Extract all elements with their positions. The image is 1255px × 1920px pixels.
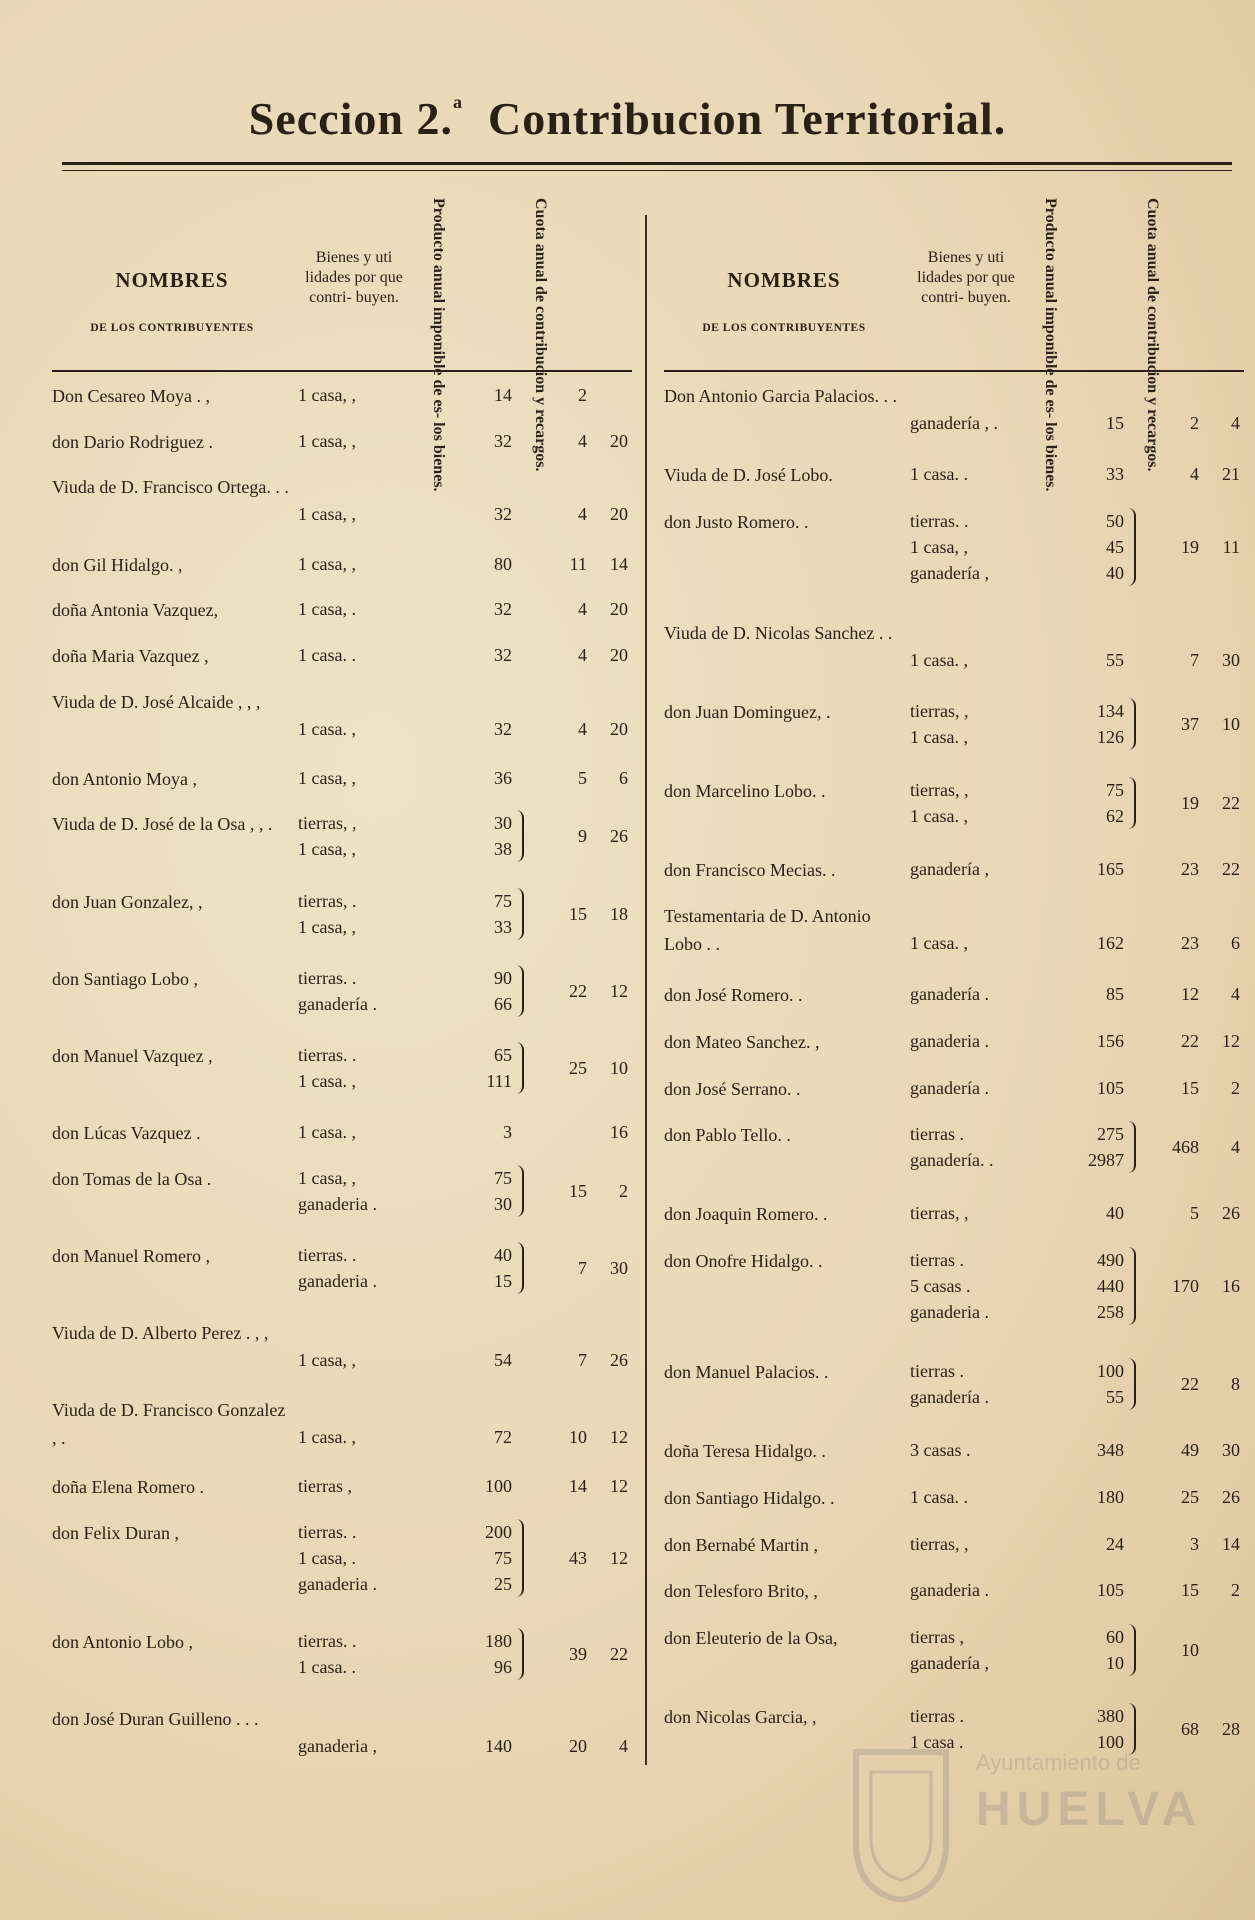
header-nombres: NOMBRES — [115, 268, 229, 292]
table-row — [664, 1577, 1244, 1624]
cuota-cell: 37 — [1181, 713, 1199, 734]
cuota-cell: 23 — [1181, 933, 1199, 954]
cuota-cell: 39 — [569, 1643, 587, 1664]
product-cell: 32 — [494, 504, 512, 525]
left-table — [52, 190, 632, 1772]
product-cell: 200 75 25 — [485, 1522, 512, 1594]
goods-cell: ganadería , — [910, 858, 989, 879]
table-row — [664, 1121, 1244, 1200]
cuota-cents-cell: 16 — [610, 1122, 628, 1142]
cuota-cents-cell: 10 — [610, 1057, 628, 1078]
table-row — [52, 1042, 632, 1119]
cuota-cents-cell: 12 — [1222, 1031, 1240, 1052]
contributor-name: don Justo Romero. . — [664, 511, 809, 532]
cuota-cents-cell: 10 — [1222, 713, 1240, 734]
cuota-cell: 5 — [1190, 1203, 1199, 1224]
table-row — [664, 1028, 1244, 1075]
product-cell: 490 440 258 — [1097, 1250, 1124, 1323]
goods-cell: 1 casa, , — [298, 430, 356, 451]
cuota-cents-cell: 6 — [619, 767, 628, 788]
goods-cell: 1 casa. , — [298, 1122, 356, 1142]
product-cell: 32 — [494, 430, 512, 451]
goods-cell: ganaderia . — [910, 1031, 989, 1052]
contributor-name: don Joaquin Romero. . — [664, 1204, 828, 1225]
cuota-cents-cell: 12 — [610, 1548, 628, 1568]
product-cell: 275 2987 — [1088, 1124, 1124, 1171]
table-row — [664, 1200, 1244, 1247]
contributor-name: don Eleuterio de la Osa, — [664, 1628, 838, 1649]
contributor-name: don Manuel Palacios. . — [664, 1362, 829, 1383]
cuota-cell: 9 — [578, 826, 587, 847]
contributor-name: Viuda de D. José de la Osa , , . — [52, 814, 273, 835]
table-row — [52, 1319, 632, 1396]
product-cell: 140 — [485, 1735, 512, 1756]
table-row — [52, 1242, 632, 1319]
contributor-name: doña Teresa Hidalgo. . — [664, 1441, 826, 1462]
cuota-cents-cell: 4 — [619, 1735, 628, 1756]
contributor-name: don José Serrano. . — [664, 1078, 801, 1099]
contributor-name: don Marcelino Lobo. . — [664, 780, 826, 801]
table-row — [664, 1358, 1244, 1437]
product-cell: 55 — [1106, 649, 1124, 670]
contributor-name: don Pablo Tello. . — [664, 1125, 791, 1146]
product-cell: 24 — [1106, 1533, 1124, 1554]
cuota-cents-cell: 21 — [1222, 463, 1240, 484]
goods-cell: ganaderia , — [298, 1735, 377, 1756]
contributor-name: Viuda de D. Nicolas Sanchez . . — [664, 622, 893, 643]
cuota-cell: 23 — [1181, 858, 1199, 879]
header-de-los-contribuyentes: DE LOS CONTRIBUYENTES — [702, 322, 866, 334]
table-row — [52, 1473, 632, 1519]
cuota-cell: 43 — [569, 1548, 587, 1568]
cuota-cents-cell: 26 — [1222, 1203, 1240, 1224]
contributor-name: Viuda de D. José Alcaide , , , — [52, 691, 261, 712]
header-cuota: Cuota anual de contribucion y recargos. — [1144, 198, 1161, 472]
header-producto: Producto anual imponible de es- los bienes. — [430, 198, 447, 492]
title-rule-thin — [62, 170, 1232, 171]
title-rest: Contribucion Territorial. — [487, 93, 1007, 144]
stamp-line2: HUELVA — [976, 1783, 1203, 1836]
cuota-cell: 4 — [578, 430, 587, 451]
goods-cell: tierras . 1 casa . — [910, 1706, 964, 1753]
contributor-name: Don Cesareo Moya . , — [52, 386, 210, 406]
cuota-cell: 4 — [578, 599, 587, 620]
table-row — [664, 777, 1244, 856]
product-cell: 380 100 — [1097, 1706, 1124, 1753]
product-cell: 75 33 — [494, 890, 512, 937]
column-divider — [645, 215, 647, 1765]
cuota-cents-cell: 20 — [610, 504, 628, 525]
right-table — [664, 190, 1244, 1772]
product-cell: 85 — [1106, 984, 1124, 1005]
cuota-cents-cell: 30 — [1222, 1440, 1240, 1461]
table-row — [664, 1531, 1244, 1578]
header-producto: Producto anual imponible de es- los bienes. — [1042, 198, 1059, 492]
cuota-cell: 10 — [569, 1427, 587, 1448]
header-bienes: Bienes y uti lidades por que contri- buyen. — [305, 249, 403, 306]
product-cell: 15 — [1106, 413, 1124, 433]
goods-cell: 1 casa, , — [298, 1350, 356, 1370]
contributor-name: don Manuel Vazquez , — [52, 1045, 213, 1066]
cuota-cell: 2 — [1190, 413, 1199, 433]
cuota-cents-cell: 4 — [1231, 1137, 1240, 1158]
title-section: Seccion 2. — [248, 93, 453, 144]
goods-cell: tierras. . 1 casa. . — [298, 1630, 357, 1677]
goods-cell: 1 casa, , ganaderia . — [298, 1167, 377, 1214]
cuota-cell: 7 — [578, 1257, 587, 1278]
contributor-name: don Santiago Hidalgo. . — [664, 1487, 835, 1508]
cuota-cell: 7 — [578, 1350, 587, 1370]
goods-cell: tierras . ganadería . — [910, 1361, 989, 1408]
title-sup: a — [452, 92, 463, 112]
cuota-cents-cell: 12 — [610, 980, 628, 1001]
cuota-cell: 10 — [1181, 1640, 1199, 1661]
cuota-cents-cell: 28 — [1222, 1719, 1240, 1740]
cuota-cell: 12 — [1181, 984, 1199, 1005]
goods-cell: ganaderia . — [910, 1580, 989, 1601]
goods-cell: tierras, , — [910, 1203, 969, 1224]
goods-cell: 1 casa. , — [298, 718, 356, 739]
cuota-cents-cell: 2 — [1231, 1077, 1240, 1098]
cuota-cell: 468 — [1172, 1137, 1199, 1158]
watermark-stamp — [846, 1742, 1246, 1912]
cuota-cents-cell: 2 — [1231, 1580, 1240, 1601]
contributor-name: don Mateo Sanchez. , — [664, 1032, 820, 1053]
table-row — [664, 461, 1244, 508]
contributor-name: don Antonio Lobo , — [52, 1631, 194, 1652]
product-cell: 348 — [1097, 1440, 1124, 1461]
cuota-cell: 22 — [569, 980, 587, 1001]
cuota-cell: 22 — [1181, 1374, 1199, 1395]
cuota-cents-cell: 4 — [1231, 413, 1240, 433]
cuota-cell: 22 — [1181, 1031, 1199, 1052]
table-row — [52, 642, 632, 688]
goods-cell: tierras . ganadería. . — [910, 1124, 994, 1171]
product-cell: 134 126 — [1097, 700, 1124, 747]
goods-cell: ganadería , . — [910, 413, 998, 433]
product-cell: 100 — [485, 1476, 512, 1497]
contributor-name: don Felix Duran , — [52, 1523, 179, 1543]
table-row — [664, 981, 1244, 1028]
cuota-cents-cell: 12 — [610, 1476, 628, 1497]
cuota-cents-cell: 6 — [1231, 933, 1240, 954]
goods-cell: tierras , ganadería , — [910, 1627, 989, 1674]
contributor-name: don Juan Gonzalez, , — [52, 891, 203, 912]
coat-of-arms-icon — [846, 1742, 956, 1902]
table-row — [52, 473, 632, 550]
goods-cell: tierras . 5 casas . ganaderia . — [910, 1250, 989, 1323]
product-cell: 60 10 — [1106, 1627, 1124, 1674]
goods-cell: 1 casa. , — [910, 649, 968, 670]
goods-cell: 1 casa. . — [910, 463, 968, 484]
table-row — [52, 596, 632, 642]
cuota-cents-cell: 26 — [1222, 1486, 1240, 1507]
product-cell: 180 96 — [485, 1630, 512, 1677]
contributor-name: Don Antonio Garcia Palacios. . . — [664, 386, 897, 406]
goods-cell: tierras, , 1 casa, , — [298, 813, 357, 860]
product-cell: 40 — [1106, 1203, 1124, 1224]
table-row — [664, 1075, 1244, 1122]
goods-cell: ganadería . — [910, 1077, 989, 1098]
contributor-name: doña Maria Vazquez , — [52, 645, 209, 666]
cuota-cell: 68 — [1181, 1719, 1199, 1740]
product-cell: 75 62 — [1106, 779, 1124, 826]
contributor-name: don Nicolas Garcia, , — [664, 1707, 817, 1728]
cuota-cents-cell: 4 — [1231, 984, 1240, 1005]
header-de-los-contribuyentes: DE LOS CONTRIBUYENTES — [90, 322, 254, 334]
cuota-cents-cell: 22 — [1222, 792, 1240, 813]
table-row — [52, 382, 632, 428]
cuota-cents-cell: 26 — [610, 826, 628, 847]
table-row — [664, 1624, 1244, 1703]
product-cell: 72 — [494, 1427, 512, 1448]
header-bienes: Bienes y uti lidades por que contri- buyen. — [917, 249, 1015, 306]
goods-cell: tierras. . ganaderia . — [298, 1244, 377, 1291]
table-row — [664, 508, 1244, 619]
cuota-cents-cell: 30 — [610, 1257, 628, 1278]
goods-cell: 1 casa, , — [298, 504, 356, 525]
goods-cell: 1 casa. . — [910, 1486, 968, 1507]
product-cell: 105 — [1097, 1580, 1124, 1601]
product-cell: 14 — [494, 385, 512, 405]
product-cell: 32 — [494, 599, 512, 620]
table-row — [52, 688, 632, 765]
goods-cell: 1 casa. . — [298, 644, 356, 665]
contributor-name: don José Romero. . — [664, 985, 803, 1006]
goods-cell: tierras. . 1 casa, . ganaderia . — [298, 1522, 377, 1594]
right-table-body — [664, 372, 1244, 1772]
table-row — [52, 1165, 632, 1242]
cuota-cents-cell: 14 — [610, 553, 628, 574]
table-row — [52, 1396, 632, 1473]
contributor-name: don Juan Dominguez, . — [664, 701, 831, 722]
cuota-cell: 3 — [1190, 1533, 1199, 1554]
contributor-name: don Gil Hidalgo. , — [52, 554, 183, 575]
table-row — [52, 551, 632, 597]
contributor-name: don Tomas de la Osa . — [52, 1168, 212, 1189]
goods-cell: tierras. . 1 casa. , — [298, 1044, 357, 1091]
contributor-name: Viuda de D. Alberto Perez . , , — [52, 1323, 269, 1343]
goods-cell: tierras. . 1 casa, , ganadería , — [910, 510, 989, 583]
product-cell: 80 — [494, 553, 512, 574]
product-cell: 33 — [1106, 463, 1124, 484]
contributor-name: don Telesforo Brito, , — [664, 1581, 818, 1602]
goods-cell: tierras. . ganadería . — [298, 967, 377, 1014]
cuota-cents-cell: 20 — [610, 644, 628, 665]
table-row — [52, 888, 632, 965]
product-cell: 105 — [1097, 1077, 1124, 1098]
product-cell: 156 — [1097, 1031, 1124, 1052]
cuota-cents-cell: 22 — [610, 1643, 628, 1664]
cuota-cents-cell: 14 — [1222, 1533, 1240, 1554]
product-cell: 36 — [494, 767, 512, 788]
cuota-cents-cell: 20 — [610, 599, 628, 620]
cuota-cell: 25 — [569, 1057, 587, 1078]
cuota-cell: 11 — [569, 553, 587, 574]
goods-cell: 1 casa, , — [298, 767, 356, 788]
table-row — [664, 382, 1244, 461]
header-nombres: NOMBRES — [727, 268, 841, 292]
table-row — [664, 619, 1244, 698]
cuota-cents-cell: 11 — [1222, 536, 1240, 557]
table-row — [52, 1628, 632, 1705]
table-row — [52, 765, 632, 811]
cuota-cents-cell: 12 — [610, 1427, 628, 1448]
product-cell: 180 — [1097, 1486, 1124, 1507]
cuota-cell: 14 — [569, 1476, 587, 1497]
contributor-name: don Onofre Hidalgo. . — [664, 1251, 823, 1272]
product-cell: 162 — [1097, 933, 1124, 954]
cuota-cell: 15 — [1181, 1580, 1199, 1601]
goods-cell: tierras, , 1 casa. , — [910, 700, 969, 747]
table-row — [664, 1247, 1244, 1358]
table-row — [664, 856, 1244, 903]
product-cell: 54 — [494, 1350, 512, 1370]
cuota-cents-cell: 26 — [610, 1350, 628, 1370]
table-row — [664, 1484, 1244, 1531]
cuota-cell: 7 — [1190, 649, 1199, 670]
cuota-cents-cell: 16 — [1222, 1276, 1240, 1297]
goods-cell: tierras , — [298, 1476, 352, 1497]
table-row — [52, 1519, 632, 1628]
cuota-cents-cell: 20 — [610, 718, 628, 739]
goods-cell: ganadería . — [910, 984, 989, 1005]
table-row — [52, 810, 632, 887]
contributor-name: don Santiago Lobo , — [52, 968, 198, 989]
table-row — [52, 1119, 632, 1165]
goods-cell: tierras, , 1 casa. , — [910, 779, 969, 826]
cuota-cell: 19 — [1181, 792, 1199, 813]
cuota-cell: 25 — [1181, 1486, 1199, 1507]
goods-cell: 1 casa, . — [298, 599, 356, 620]
cuota-cell: 15 — [569, 1180, 587, 1201]
product-cell: 40 15 — [494, 1244, 512, 1291]
cuota-cell: 2 — [578, 385, 587, 405]
cuota-cell: 49 — [1181, 1440, 1199, 1461]
product-cell: 32 — [494, 718, 512, 739]
cuota-cell: 4 — [578, 644, 587, 665]
cuota-cell: 4 — [578, 504, 587, 525]
goods-cell: 1 casa, , — [298, 553, 356, 574]
header-cuota: Cuota anual de contribucion y recargos. — [532, 198, 549, 472]
product-cell: 32 — [494, 644, 512, 665]
goods-cell: tierras, . 1 casa, , — [298, 890, 357, 937]
table-row — [664, 1437, 1244, 1484]
product-cell: 100 55 — [1097, 1361, 1124, 1408]
product-cell: 65 111 — [486, 1044, 512, 1091]
goods-cell: 1 casa. , — [910, 933, 968, 954]
cuota-cents-cell: 8 — [1231, 1374, 1240, 1395]
product-cell: 90 66 — [494, 967, 512, 1014]
cuota-cell: 15 — [1181, 1077, 1199, 1098]
cuota-cents-cell: 2 — [619, 1180, 628, 1201]
cuota-cell: 4 — [578, 718, 587, 739]
table-row — [52, 428, 632, 474]
cuota-cents-cell: 18 — [610, 903, 628, 924]
contributor-name: don Francisco Mecias. . — [664, 859, 836, 880]
cuota-cell: 5 — [578, 767, 587, 788]
contributor-name: Testamentaria de D. Antonio Lobo . . — [664, 906, 871, 955]
contributor-name: doña Antonia Vazquez, — [52, 600, 219, 621]
goods-cell: 1 casa, , — [298, 385, 356, 405]
contributor-name: don Lúcas Vazquez . — [52, 1123, 201, 1143]
cuota-cents-cell: 20 — [610, 430, 628, 451]
cuota-cell: 20 — [569, 1735, 587, 1756]
contributor-name: don José Duran Guilleno . . . — [52, 1708, 259, 1729]
contributor-name: doña Elena Romero . — [52, 1477, 204, 1498]
table-row — [52, 965, 632, 1042]
cuota-cell: 170 — [1172, 1276, 1199, 1297]
product-cell: 75 30 — [494, 1167, 512, 1214]
contributor-name: don Dario Rodriguez . — [52, 431, 213, 452]
contributor-name: don Antonio Moya , — [52, 768, 198, 789]
goods-cell: 1 casa. , — [298, 1427, 356, 1448]
cuota-cents-cell: 22 — [1222, 858, 1240, 879]
cuota-cents-cell: 30 — [1222, 649, 1240, 670]
cuota-cell: 15 — [569, 903, 587, 924]
contributor-name: Viuda de D. Francisco Gonzalez , . — [52, 1400, 286, 1449]
product-cell: 3 — [503, 1122, 512, 1142]
table-row — [52, 1705, 632, 1782]
contributor-name: don Manuel Romero , — [52, 1245, 210, 1266]
contributor-name: Viuda de D. José Lobo. — [664, 464, 833, 485]
cuota-cell: 19 — [1181, 536, 1199, 557]
product-cell: 50 45 40 — [1106, 510, 1124, 583]
goods-cell: tierras, , — [910, 1533, 969, 1554]
stamp-line1: Ayuntamiento de — [976, 1750, 1141, 1775]
page-title — [0, 92, 1255, 145]
cuota-cell: 4 — [1190, 463, 1199, 484]
left-table-body — [52, 372, 632, 1772]
goods-cell: 3 casas . — [910, 1440, 971, 1461]
table-row — [664, 902, 1244, 981]
contributor-name: don Bernabé Martin , — [664, 1534, 818, 1555]
product-cell: 165 — [1097, 858, 1124, 879]
product-cell: 30 38 — [494, 813, 512, 860]
title-rule — [62, 162, 1232, 165]
table-row — [664, 698, 1244, 777]
contributor-name: Viuda de D. Francisco Ortega. . . — [52, 477, 289, 498]
